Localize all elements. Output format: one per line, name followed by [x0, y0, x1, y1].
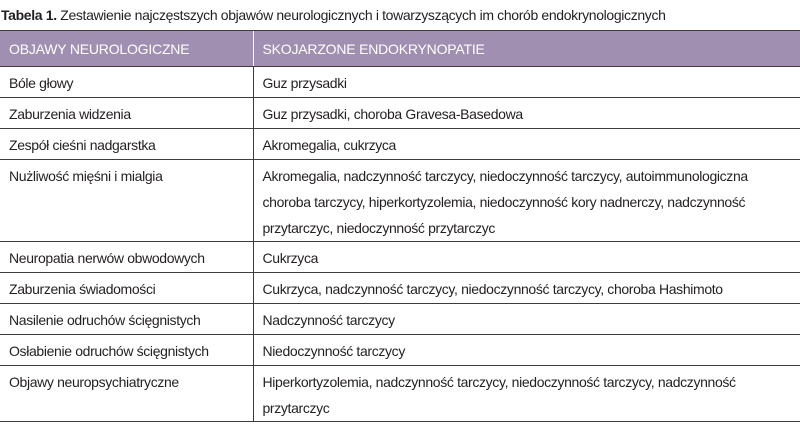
endocrinopathy-cell: Guz przysadki	[253, 67, 800, 98]
symptom-cell: Objawy neuropsychiatryczne	[0, 366, 253, 422]
symptom-cell: Zaburzenia świadomości	[0, 273, 253, 304]
endocrinopathy-cell: Guz przysadki, choroba Gravesa-Basedowa	[253, 98, 800, 129]
table-row	[0, 366, 800, 422]
table-caption	[1, 2, 797, 28]
endocrinopathy-cell: Hiperkortyzolemia, nadczynność tarczycy, niedoczynność tarczycy, nadczynność przytarczyc	[253, 366, 800, 422]
symptom-cell: Zaburzenia widzenia	[0, 98, 253, 129]
table-row	[0, 129, 800, 160]
caption-label: Tabela 1.	[1, 7, 57, 23]
symptom-cell: Nużliwość mięśni i mialgia	[0, 160, 253, 242]
table-row	[0, 242, 800, 273]
table-row	[0, 335, 800, 366]
table-row	[0, 273, 800, 304]
table-row	[0, 67, 800, 98]
table-header-row	[0, 31, 800, 67]
endocrinopathy-cell: Akromegalia, cukrzyca	[253, 129, 800, 160]
endocrinopathy-cell: Akromegalia, nadczynność tarczycy, niedoczynność tarczycy, autoimmunologiczna choroba tarczycy, hiperkortyzolemia, niedoczynność kory nadnerczy, nadczynność przytarczyc, niedoczynność przytarczyc	[253, 160, 800, 242]
symptom-cell: Nasilenie odruchów ścięgnistych	[0, 304, 253, 335]
symptom-cell: Osłabienie odruchów ścięgnistych	[0, 335, 253, 366]
symptom-cell: Bóle głowy	[0, 67, 253, 98]
symptom-cell: Neuropatia nerwów obwodowych	[0, 242, 253, 273]
endocrinopathy-cell: Niedoczynność tarczycy	[253, 335, 800, 366]
endocrinopathy-cell: Nadczynność tarczycy	[253, 304, 800, 335]
caption-text: Zestawienie najczęstszych objawów neurologicznych i towarzyszących im chorób endokrynologicznych	[56, 7, 666, 23]
table-row	[0, 98, 800, 129]
endocrinopathy-cell: Cukrzyca, nadczynność tarczycy, niedoczynność tarczycy, choroba Hashimoto	[253, 273, 800, 304]
table-row	[0, 304, 800, 335]
header-symptoms: OBJAWY NEUROLOGICZNE	[0, 31, 253, 67]
table-row	[0, 160, 800, 242]
symptom-cell: Zespół cieśni nadgarstka	[0, 129, 253, 160]
header-endocrinopathies: SKOJARZONE ENDOKRYNOPATIE	[253, 31, 800, 67]
endocrinopathy-cell: Cukrzyca	[253, 242, 800, 273]
symptoms-table	[0, 30, 800, 422]
